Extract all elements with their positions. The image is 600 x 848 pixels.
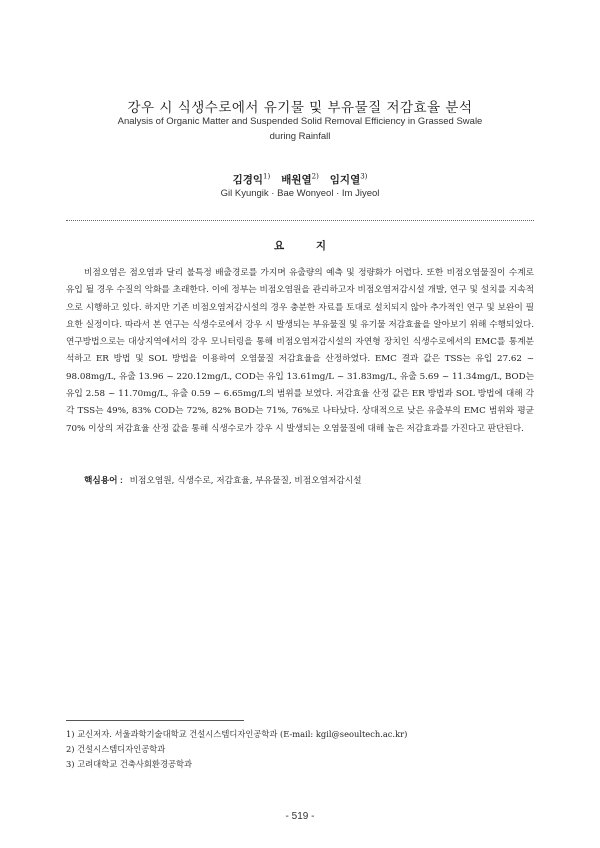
abstract-body: 비점오염은 점오염과 달리 불특정 배출경로를 가지며 유출량의 예측 및 정량화가 어렵다. 또한 비점오염물질이 수계로 유입 될 경우 수질의 악화를 초래한다. 이에 정부는 비점오염원을 관리하고자 비점오염저감시설 개발, 연구 및 설치를 지속적으로 시행하고 있다. 하지만 기존 비점오염저감시설의 경우 충분한 자료를 토대로 설치되지 않아 추가적인 연구 및 보완이 필요한 실정이다. 따라서 본 연구는 식생수로에서 강우 시 발생되는 부유물질 및 유기물 저감효율을 알아보기 위해 수행되었다. 연구방법으로는 대상지역에서의 강우 모니터링을 통해 비점오염저감시설의 자연형 장치인 식생수로에서의 EMC를 통계분석하고 ER 방법 및 SOL 방법을 이용하여 오염물질 저감효율을 산정하였다. EMC 결과 값은 TSS는 유입 27.62 ~ 98.08mg/L, 유출 13.96 ~ 220.12mg/L, COD는 유입 13.61mg/L ~ 31.83mg/L, 유출 5.69 ~ 11.34mg/L, BOD는 유입 2.58 ~ 11.70mg/L, 유출 0.59 ~ 6.65mg/L의 범위를 보였다. 저감효율 산정 값은 ER 방법과 SOL 방법에 대해 각각 TSS는 49%, 83% COD는 72%, 82% BOD는 71%, 76%로 나타났다. 상대적으로 낮은 유출부의 EMC 범위와 평균 70% 이상의 저감효율 산정 값을 통해 식생수로가 강우 시 발생되는 오염물질에 대해 높은 저감효과를 가진다고 판단된다. — [66, 268, 534, 434]
author-footnote-mark: 3) — [360, 172, 368, 181]
page-number: - 519 - — [285, 811, 315, 822]
author-footnote-mark: 1) — [263, 172, 271, 181]
author-name: 김경익 — [232, 174, 264, 186]
author-footnote-mark: 2) — [311, 172, 319, 181]
keywords-list: 비점오염원, 식생수로, 저감효율, 부유물질, 비점오염저감시설 — [129, 476, 362, 486]
keywords — [84, 474, 534, 486]
title-english: Analysis of Organic Matter and Suspended Solid Removal Efficiency in Grassed Swale during Rainfall — [117, 116, 483, 142]
author-name: 임지열 — [329, 174, 361, 186]
footnotes — [66, 727, 536, 772]
footnote-divider — [66, 720, 244, 721]
keywords-label: 핵심용어 : — [84, 475, 123, 485]
footnote: 3) 고려대학교 건축사회환경공학과 — [66, 759, 192, 769]
section-divider — [66, 220, 534, 221]
authors-korean — [0, 172, 600, 187]
title-korean: 강우 시 식생수로에서 유기물 및 부유물질 저감효율 분석 — [127, 100, 473, 116]
abstract-heading: 요 지 — [274, 240, 340, 252]
footnote: 2) 건설시스템디자인공학과 — [66, 744, 166, 754]
footnote: 1) 교신저자. 서울과학기술대학교 건설시스템디자인공학과 (E-mail: kgil@seoultech.ac.kr) — [66, 729, 408, 739]
author-name: 배원열 — [281, 174, 312, 186]
authors-english: Gil Kyungik · Bae Wonyeol · Im Jiyeol — [220, 188, 380, 199]
